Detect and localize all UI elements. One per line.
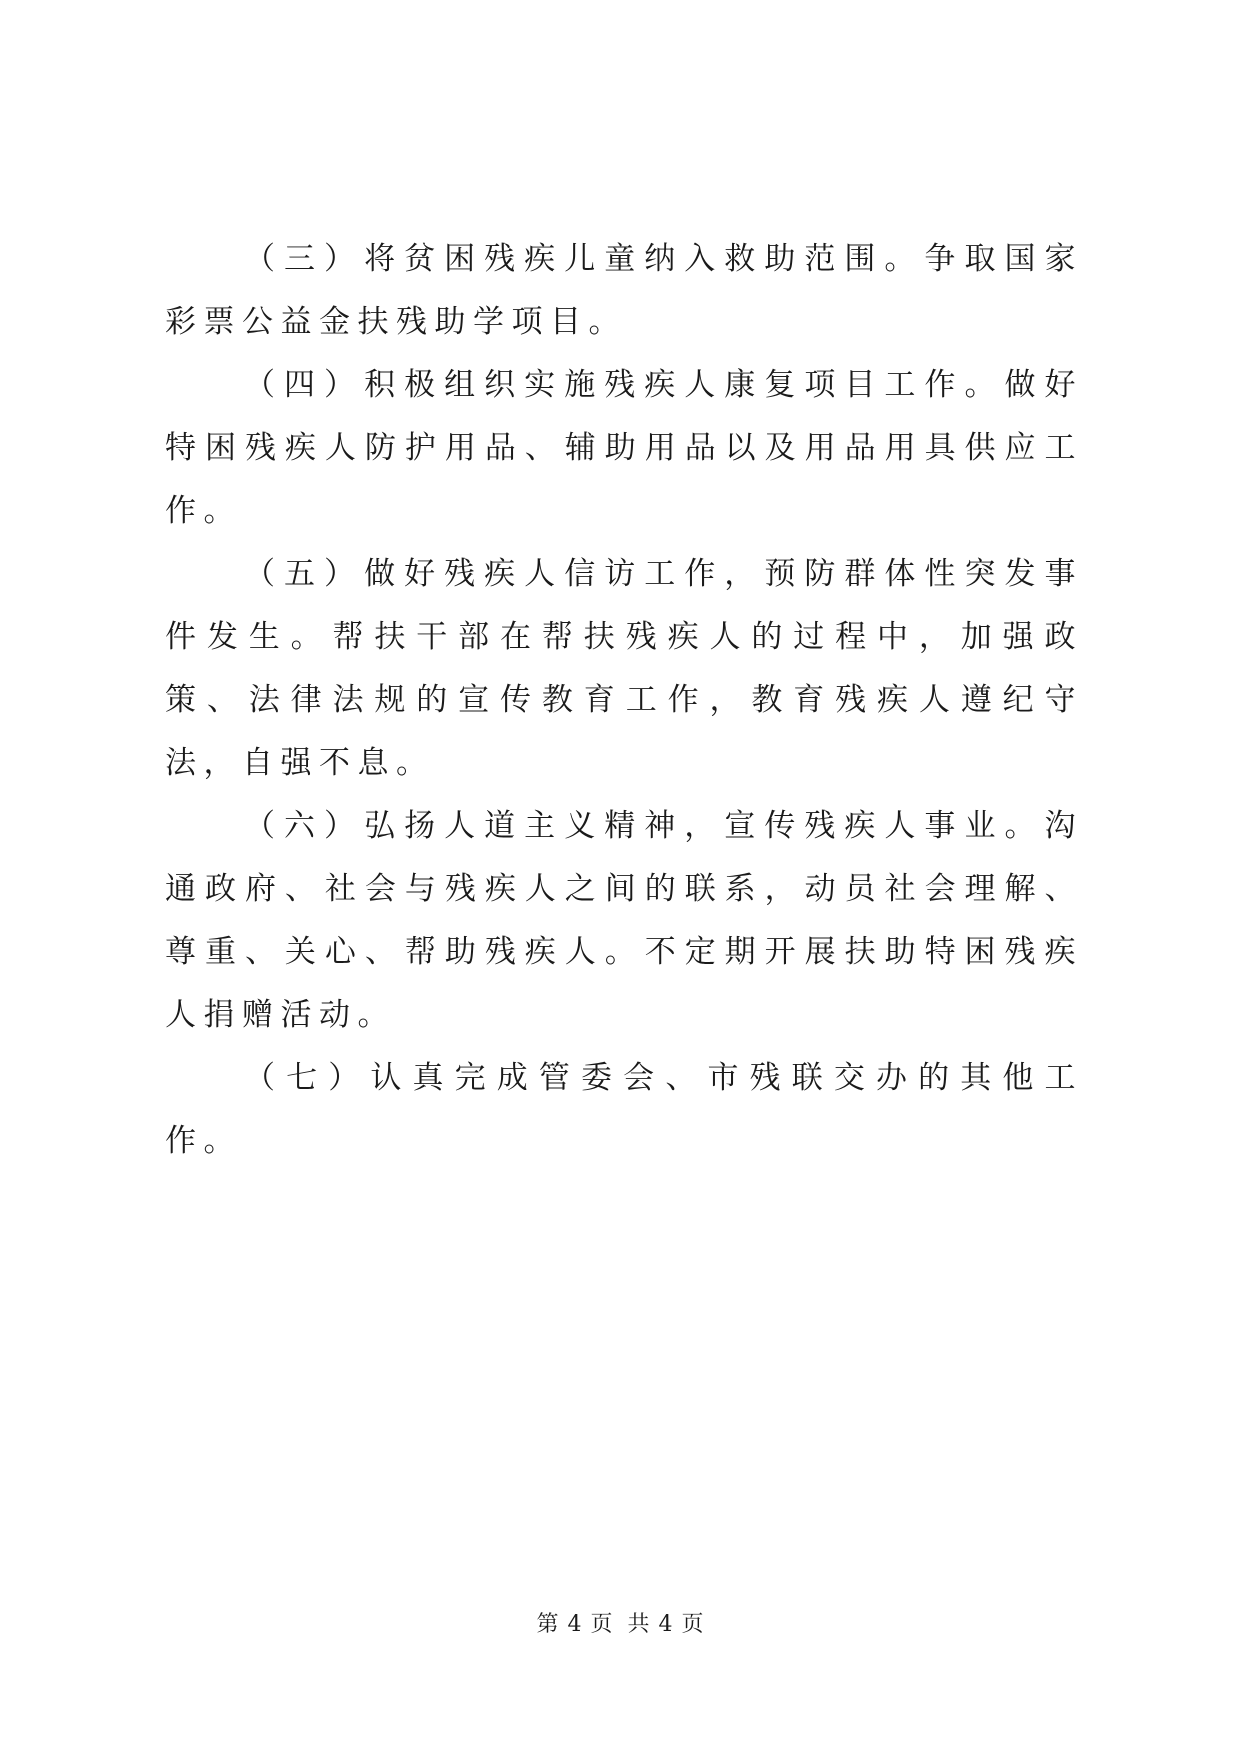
page-footer bbox=[0, 1610, 1241, 1640]
paragraph-item-7: （七）认真完成管委会、市残联交办的其他工作。 bbox=[165, 1060, 1083, 1159]
page-total: 共 4 页 bbox=[627, 1612, 705, 1637]
page-number: 第 4 页 bbox=[536, 1612, 614, 1637]
paragraph-item-3: （三）将贫困残疾儿童纳入救助范围。争取国家彩票公益金扶残助学项目。 bbox=[165, 241, 1083, 340]
document-body bbox=[165, 228, 1083, 1173]
paragraph-item-5: （五）做好残疾人信访工作，预防群体性突发事件发生。帮扶干部在帮扶残疾人的过程中，加强政策、法律法规的宣传教育工作，教育残疾人遵纪守法，自强不息。 bbox=[165, 556, 1083, 781]
paragraph-item-4: （四）积极组织实施残疾人康复项目工作。做好特困残疾人防护用品、辅助用品以及用品用具供应工作。 bbox=[165, 367, 1083, 529]
paragraph-item-6: （六）弘扬人道主义精神，宣传残疾人事业。沟通政府、社会与残疾人之间的联系，动员社会理解、尊重、关心、帮助残疾人。不定期开展扶助特困残疾人捐赠活动。 bbox=[165, 808, 1083, 1033]
